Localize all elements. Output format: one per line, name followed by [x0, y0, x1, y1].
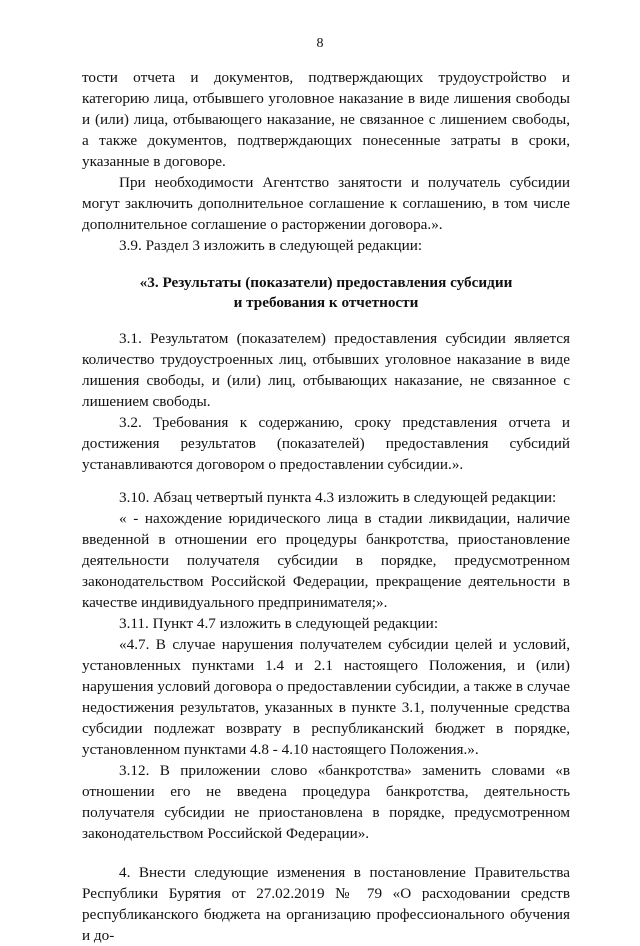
paragraph: 3.2. Требования к содержанию, сроку представления отчета и достижения результатов (показателей) предоставления субсидий устанавливаются договором о предоставлении субсидии.».: [82, 414, 570, 473]
paragraph: 3.1. Результатом (показателем) предоставления субсидии является количество трудоустроенных лиц, отбывших уголовное наказание в виде лишения свободы, и (или) лиц, отбывающих наказание, не связанное с лишением свободы.: [82, 330, 570, 410]
paragraph: При необходимости Агентство занятости и получатель субсидии могут заключить дополнительное соглашение к соглашению, в том числе дополнительное соглашение о расторжении договора.».: [82, 174, 570, 233]
paragraph: тости отчета и документов, подтверждающих трудоустройство и категорию лица, отбывшего уголовное наказание в виде лишения свободы и (или) лица, отбывающего наказание, не связанное с лишением свободы, а также документов, подтверждающих понесенные затраты в сроки, указанные в договоре.: [82, 69, 570, 170]
paragraph: « - нахождение юридического лица в стадии ликвидации, наличие введенной в отношении его процедуры банкротства, приостановление деятельности получателя субсидии в порядке, предусмотренном законодательством Российской Федерации, прекращение деятельности в качестве индивидуального предпринимателя;».: [82, 510, 570, 611]
paragraph: 3.9. Раздел 3 изложить в следующей редакции:: [119, 237, 423, 254]
paragraph: «4.7. В случае нарушения получателем субсидии целей и условий, установленных пунктами 1.4 и 2.1 настоящего Положения, и (или) нарушения условий договора о предоставлении субсидии, а также в случае недостижения результатов, указанных в пункте 3.1, полученные средства субсидии подлежат возврату в республиканский бюджет в порядке, установленном пунктами 4.8 - 4.10 настоящего Положения.».: [82, 636, 570, 758]
section-heading-line: «3. Результаты (показатели) предоставления субсидии: [139, 274, 513, 291]
paragraph: 3.12. В приложении слово «банкротства» заменить словами «в отношении его не введена процедура банкротства, деятельность получателя субсидии не приостановлена в порядке, предусмотренном законодательством Российской Федерации».: [82, 762, 570, 842]
section-heading-line: и требования к отчетности: [233, 294, 419, 311]
paragraph: 3.11. Пункт 4.7 изложить в следующей редакции:: [119, 615, 439, 632]
paragraph: 3.10. Абзац четвертый пункта 4.3 изложить в следующей редакции:: [119, 489, 557, 506]
paragraph: 4. Внести следующие изменения в постановление Правительства Республики Бурятия от 27.02.2019 № 79 «О расходовании средств республиканского бюджета на организацию профессионального обучения и до-: [82, 864, 570, 944]
document-body: [82, 67, 570, 946]
page-number: 8: [316, 36, 324, 51]
section-heading: [82, 273, 570, 313]
